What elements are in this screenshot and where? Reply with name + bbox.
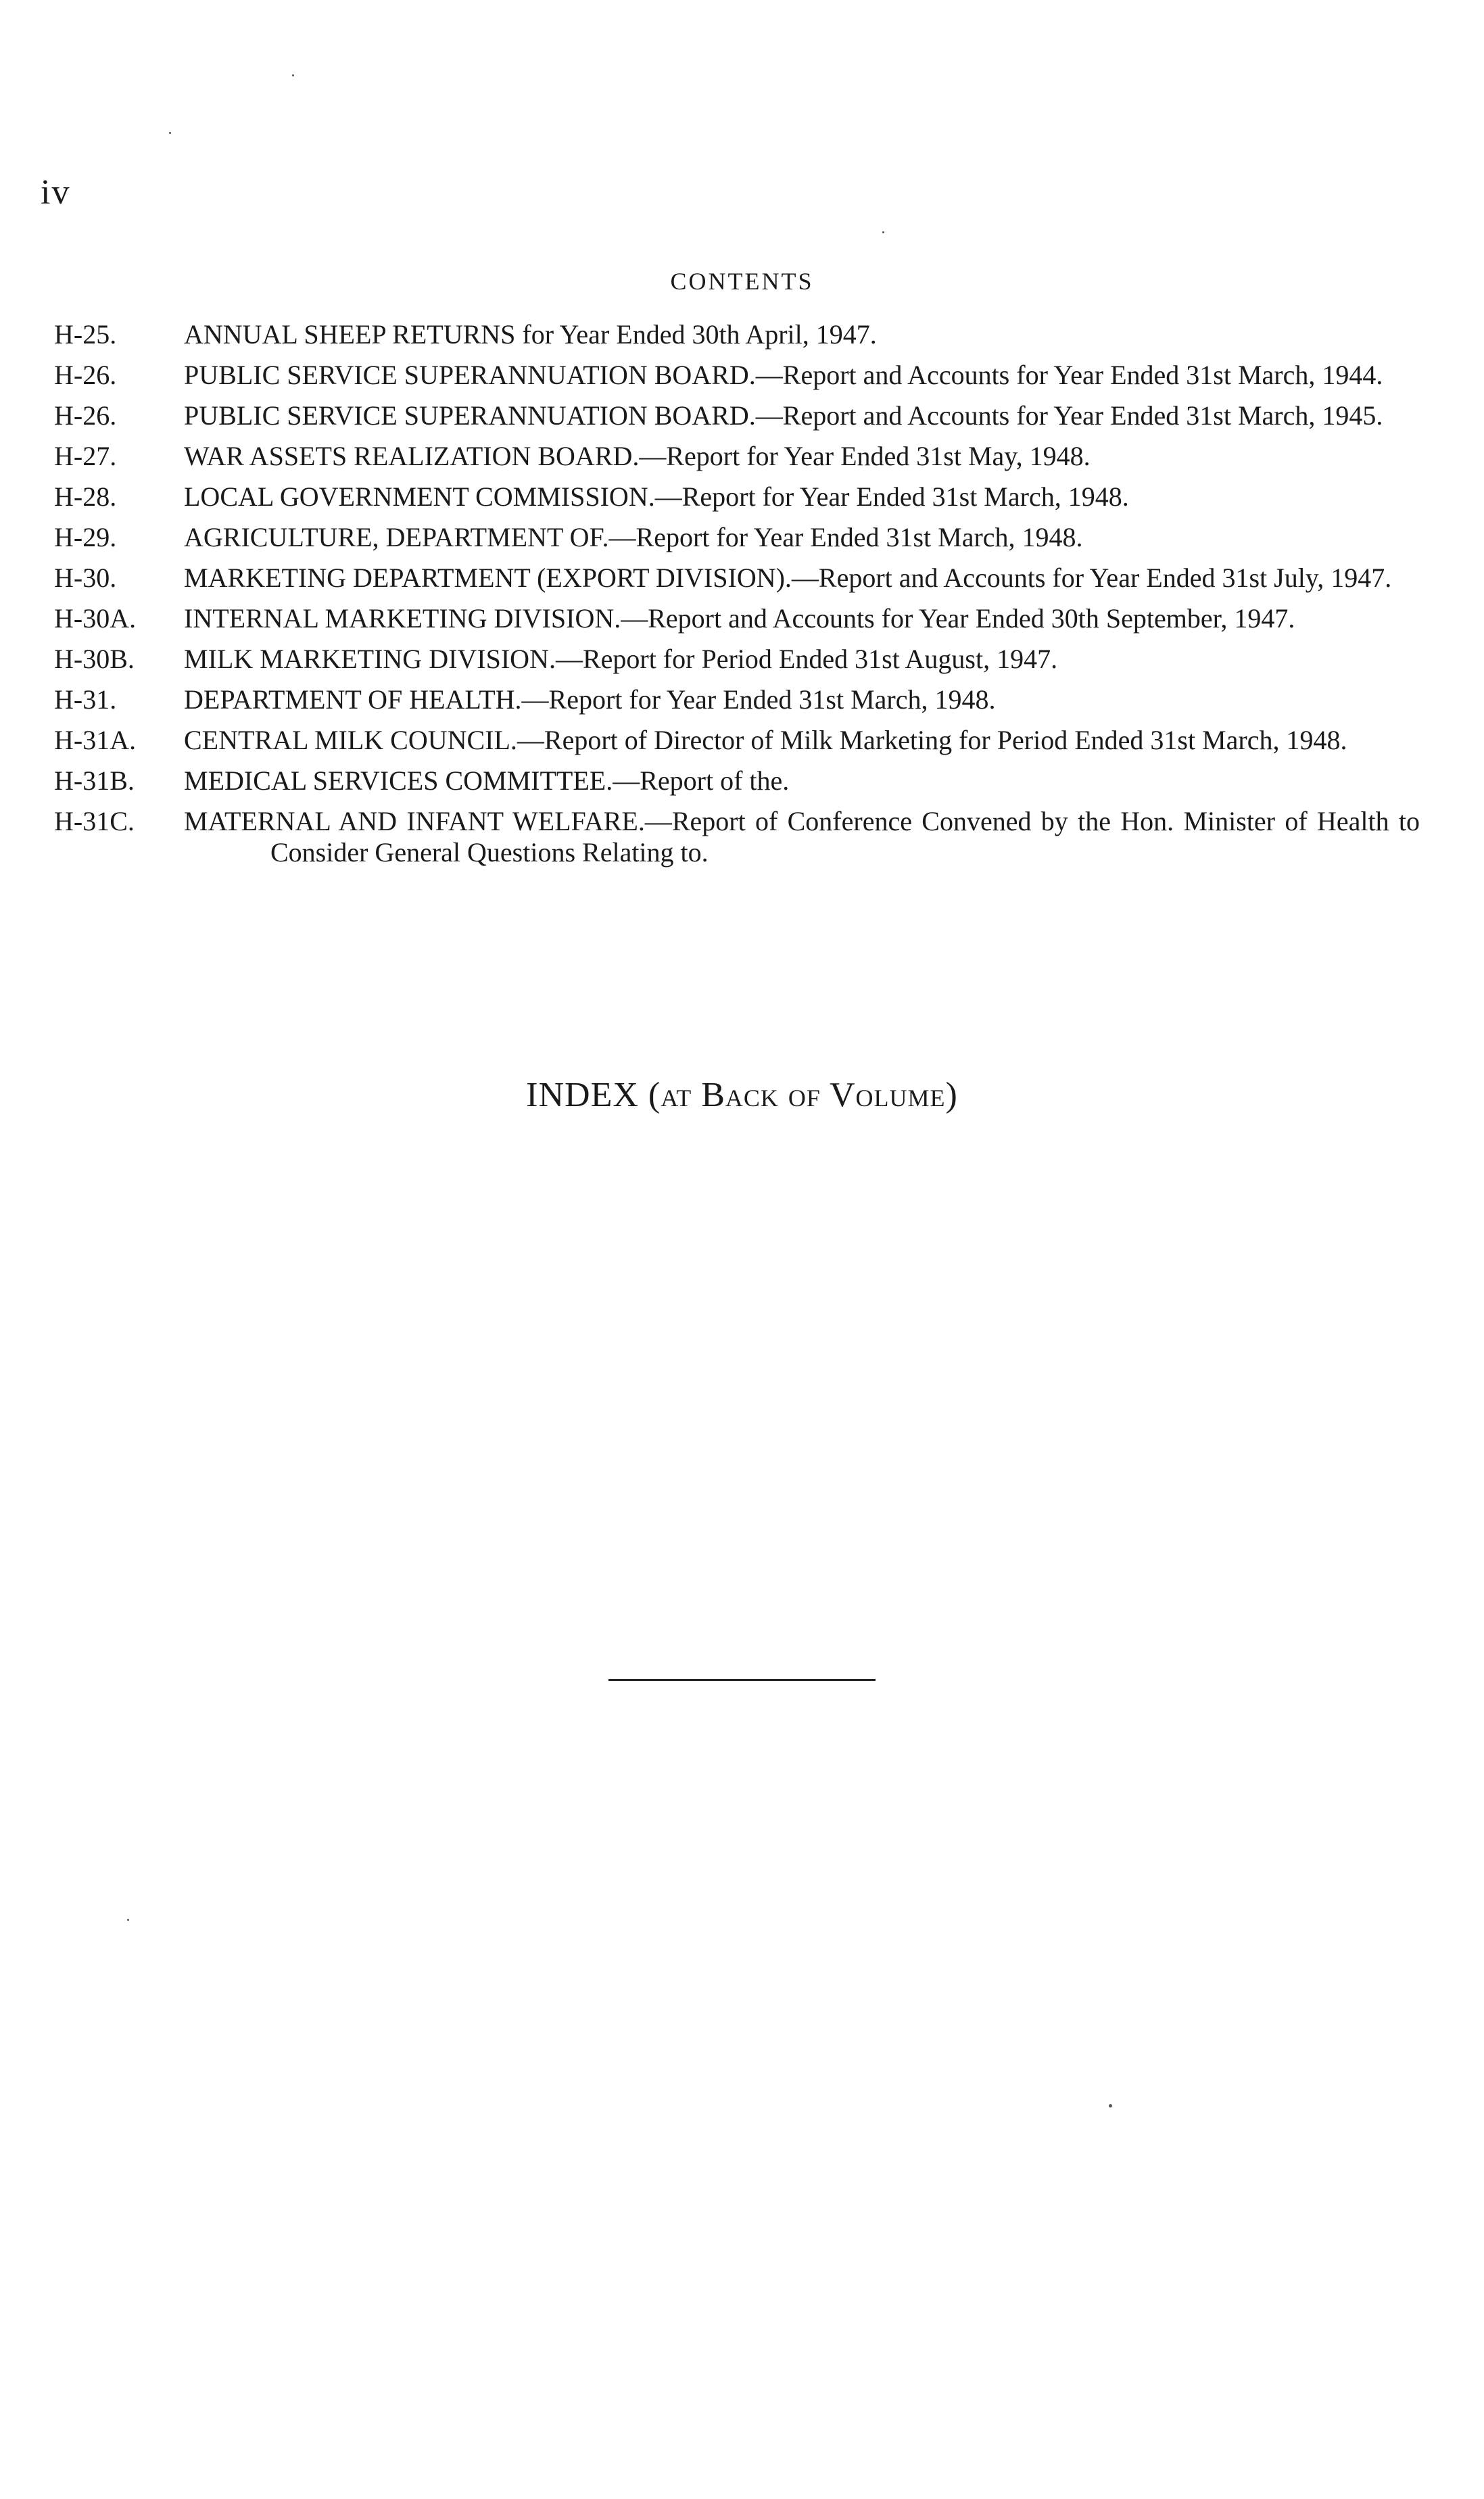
entry-code: H-27. <box>54 441 117 471</box>
contents-entry <box>54 441 1420 472</box>
contents-entry <box>54 684 1420 715</box>
entry-code: H-30A. <box>54 603 137 634</box>
entry-title: MARKETING DEPARTMENT (EXPORT DIVISION).—Report and Accounts for Year Ended 31st July, 1947. <box>184 563 1392 593</box>
contents-entry <box>54 522 1420 553</box>
contents-entry <box>54 481 1420 513</box>
entry-title: ANNUAL SHEEP RETURNS for Year Ended 30th April, 1947. <box>184 319 877 350</box>
contents-entry <box>54 644 1420 675</box>
entry-title: PUBLIC SERVICE SUPERANNUATION BOARD.—Report and Accounts for Year Ended 31st March, 1944. <box>184 360 1383 390</box>
entry-code: H-30B. <box>54 644 135 674</box>
index-label: INDEX <box>526 1076 639 1114</box>
entry-title: MATERNAL AND INFANT WELFARE.—Report of Conference Convened by the Hon. Minister of Health to Consider General Questions Relating to. <box>184 806 1420 867</box>
entry-title: DEPARTMENT OF HEALTH.—Report for Year Ended 31st March, 1948. <box>184 684 996 715</box>
scan-speck <box>127 1919 129 1921</box>
entry-title: WAR ASSETS REALIZATION BOARD.—Report for Year Ended 31st May, 1948. <box>184 441 1091 471</box>
contents-entry <box>54 765 1420 796</box>
contents-list <box>54 319 1420 878</box>
entry-title: PUBLIC SERVICE SUPERANNUATION BOARD.—Report and Accounts for Year Ended 31st March, 1945. <box>184 400 1383 431</box>
entry-title: CENTRAL MILK COUNCIL.—Report of Director of Milk Marketing for Period Ended 31st March, 1948. <box>184 725 1347 755</box>
entry-title: MILK MARKETING DIVISION.—Report for Period Ended 31st August, 1947. <box>184 644 1058 674</box>
index-location: (at Back of Volume) <box>648 1076 958 1114</box>
entry-title: LOCAL GOVERNMENT COMMISSION.—Report for Year Ended 31st March, 1948. <box>184 481 1129 512</box>
section-divider <box>608 1679 876 1681</box>
contents-entry <box>54 400 1420 431</box>
entry-code: H-31. <box>54 684 117 715</box>
entry-code: H-30. <box>54 563 117 593</box>
contents-heading: CONTENTS <box>670 268 814 295</box>
entry-title: AGRICULTURE, DEPARTMENT OF.—Report for Year Ended 31st March, 1948. <box>184 522 1083 552</box>
entry-code: H-28. <box>54 481 117 512</box>
entry-code: H-26. <box>54 400 117 431</box>
entry-code: H-25. <box>54 319 117 350</box>
page-number: iv <box>41 173 71 212</box>
entry-code: H-31B. <box>54 765 135 796</box>
entry-code: H-26. <box>54 360 117 390</box>
contents-entry <box>54 319 1420 350</box>
entry-title: INTERNAL MARKETING DIVISION.—Report and Accounts for Year Ended 30th September, 1947. <box>184 603 1295 634</box>
scan-speck <box>169 132 171 134</box>
scan-speck <box>1109 2104 1112 2108</box>
contents-entry <box>54 806 1420 868</box>
contents-entry <box>54 725 1420 756</box>
contents-entry <box>54 603 1420 634</box>
entry-code: H-29. <box>54 522 117 552</box>
contents-entry <box>54 563 1420 594</box>
contents-entry <box>54 360 1420 391</box>
index-note <box>0 1075 1484 1115</box>
scan-speck <box>882 231 884 233</box>
entry-code: H-31C. <box>54 806 135 836</box>
entry-title: MEDICAL SERVICES COMMITTEE.—Report of the. <box>184 765 790 796</box>
entry-code: H-31A. <box>54 725 137 755</box>
scan-speck <box>292 74 294 76</box>
